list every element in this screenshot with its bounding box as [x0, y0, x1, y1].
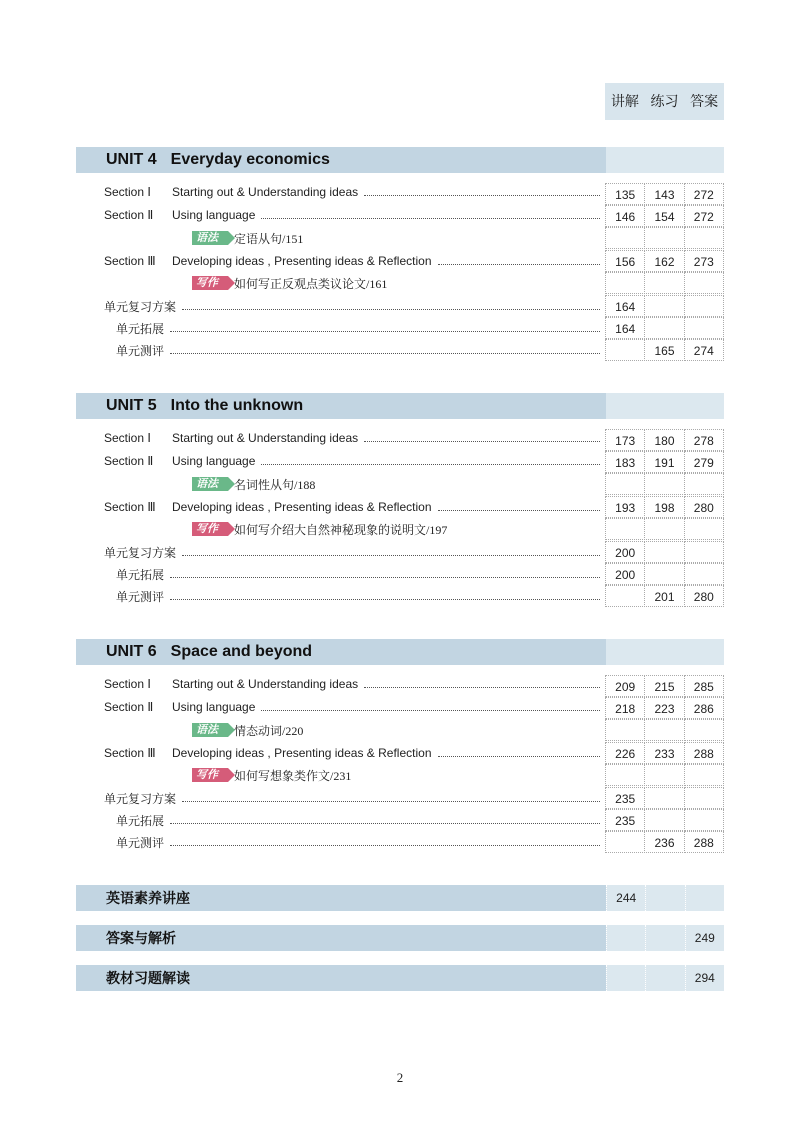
column-header — [605, 83, 724, 120]
page-explain: 200 — [605, 563, 645, 585]
unit-6-section-2-pages — [605, 697, 724, 719]
unit-title: Into the unknown — [170, 397, 304, 414]
page-practice — [645, 965, 684, 991]
section-label: Section Ⅲ — [104, 500, 156, 514]
page-answer: 288 — [684, 742, 724, 764]
column-practice: 练习 — [650, 93, 679, 109]
page-explain: 135 — [605, 183, 645, 205]
page-practice — [645, 925, 684, 951]
page-answer: 288 — [684, 831, 724, 853]
review-label: 单元复习方案 — [104, 299, 177, 314]
section-title: Developing ideas , Presenting ideas & Reflection — [172, 254, 432, 268]
page-practice: 201 — [644, 585, 684, 607]
page-explain: 164 — [605, 295, 645, 317]
review-label: 单元复习方案 — [104, 791, 177, 806]
page-explain: 156 — [605, 250, 645, 272]
section-label: Section Ⅰ — [104, 677, 151, 691]
page-practice: 180 — [644, 429, 684, 451]
grammar-tag: 语法 — [192, 231, 228, 245]
unit-4-header[interactable] — [76, 147, 724, 173]
unit-4-section-1-pages — [605, 183, 724, 205]
page-practice: 233 — [644, 742, 684, 764]
page-explain: 244 — [606, 885, 645, 911]
unit-4-section-3-pages — [605, 250, 724, 272]
unit-6-writing-cells — [605, 764, 724, 786]
test-label: 单元测评 — [116, 589, 165, 604]
expand-label: 单元拓展 — [116, 321, 165, 336]
writing-tag: 写作 — [192, 276, 228, 290]
unit-5-section-3-pages — [605, 496, 724, 518]
page-explain: 235 — [605, 787, 645, 809]
unit-6-expand[interactable] — [116, 810, 606, 830]
extra-textbook-exercises[interactable] — [76, 965, 724, 991]
page-answer: 286 — [684, 697, 724, 719]
unit-4-test-pages — [605, 339, 724, 361]
page-answer: 279 — [684, 451, 724, 473]
section-label: Section Ⅲ — [104, 746, 156, 760]
writing-topic: 如何写正反观点类议论文/161 — [234, 276, 388, 291]
unit-6-section-1-pages — [605, 675, 724, 697]
unit-title: Space and beyond — [170, 643, 313, 660]
unit-4-review-pages — [605, 295, 724, 317]
unit-5-expand[interactable] — [116, 564, 606, 584]
section-title: Starting out & Understanding ideas — [172, 677, 359, 691]
unit-number: UNIT 4 — [106, 151, 157, 168]
section-label: Section Ⅱ — [104, 454, 154, 468]
unit-6-header[interactable] — [76, 639, 724, 665]
page-practice: 162 — [644, 250, 684, 272]
unit-5-section-2[interactable] — [104, 451, 606, 471]
page-answer: 280 — [684, 585, 724, 607]
writing-topic: 如何写介绍大自然神秘现象的说明文/197 — [234, 522, 448, 537]
page-explain: 183 — [605, 451, 645, 473]
page-explain — [606, 925, 645, 951]
extra-lectures[interactable] — [76, 885, 724, 911]
page-explain: 235 — [605, 809, 645, 831]
section-label: Section Ⅲ — [104, 254, 156, 268]
unit-5-test-pages — [605, 585, 724, 607]
page-practice: 143 — [644, 183, 684, 205]
section-title: Using language — [172, 700, 256, 714]
page-answer: 273 — [684, 250, 724, 272]
page-answer: 274 — [684, 339, 724, 361]
unit-6-section-3-pages — [605, 742, 724, 764]
unit-6-section-3[interactable] — [104, 743, 606, 763]
extra-label: 教材习题解读 — [76, 965, 606, 991]
column-answers: 答案 — [690, 93, 719, 109]
unit-5-writing[interactable] — [104, 519, 606, 539]
unit-5-section-3[interactable] — [104, 497, 606, 517]
page-answer: 294 — [685, 965, 724, 991]
unit-4-section-2[interactable] — [104, 205, 606, 225]
unit-4-review[interactable] — [104, 296, 606, 316]
page-answer: 272 — [684, 205, 724, 227]
grammar-topic: 名词性从句/188 — [234, 477, 316, 492]
unit-4-test[interactable] — [116, 340, 606, 360]
unit-4-section-2-pages — [605, 205, 724, 227]
column-explain: 讲解 — [610, 93, 639, 109]
page-practice: 198 — [644, 496, 684, 518]
unit-6-section-1[interactable] — [104, 674, 606, 694]
section-label: Section Ⅱ — [104, 208, 154, 222]
writing-tag: 写作 — [192, 522, 228, 536]
test-label: 单元测评 — [116, 343, 165, 358]
page-answer: 280 — [684, 496, 724, 518]
unit-title: Everyday economics — [170, 151, 330, 168]
unit-4-section-3[interactable] — [104, 251, 606, 271]
page-practice: 191 — [644, 451, 684, 473]
unit-4-section-1[interactable] — [104, 182, 606, 202]
unit-4-writing[interactable] — [104, 273, 606, 293]
review-label: 单元复习方案 — [104, 545, 177, 560]
unit-6-test[interactable] — [116, 832, 606, 852]
section-title: Starting out & Understanding ideas — [172, 185, 359, 199]
page-answer: 278 — [684, 429, 724, 451]
writing-tag: 写作 — [192, 768, 228, 782]
section-label: Section Ⅱ — [104, 700, 154, 714]
unit-6-section-2[interactable] — [104, 697, 606, 717]
extra-label: 英语素养讲座 — [76, 885, 606, 911]
unit-5-expand-pages — [605, 563, 724, 585]
unit-5-section-1-pages — [605, 429, 724, 451]
page-practice: 215 — [644, 675, 684, 697]
grammar-tag: 语法 — [192, 723, 228, 737]
page-explain: 146 — [605, 205, 645, 227]
unit-5-grammar-cells — [605, 473, 724, 495]
unit-4-writing-cells — [605, 272, 724, 294]
unit-5-test[interactable] — [116, 586, 606, 606]
extra-label: 答案与解析 — [76, 925, 606, 951]
page-explain: 209 — [605, 675, 645, 697]
section-label: Section Ⅰ — [104, 185, 151, 199]
page-explain: 193 — [605, 496, 645, 518]
unit-5-review[interactable] — [104, 542, 606, 562]
page-explain: 164 — [605, 317, 645, 339]
section-title: Starting out & Understanding ideas — [172, 431, 359, 445]
page-number: 2 — [396, 1070, 404, 1085]
unit-5-grammar[interactable] — [104, 474, 606, 494]
extra-answers[interactable] — [76, 925, 724, 951]
writing-topic: 如何写想象类作文/231 — [234, 768, 352, 783]
unit-4-expand-pages — [605, 317, 724, 339]
page-explain — [606, 965, 645, 991]
unit-6-writing[interactable] — [104, 765, 606, 785]
unit-4-grammar[interactable] — [104, 228, 606, 248]
section-title: Using language — [172, 454, 256, 468]
unit-number: UNIT 6 — [106, 643, 157, 660]
page-explain: 173 — [605, 429, 645, 451]
unit-6-review[interactable] — [104, 788, 606, 808]
unit-4-grammar-cells — [605, 227, 724, 249]
page-practice: 154 — [644, 205, 684, 227]
unit-6-test-pages — [605, 831, 724, 853]
grammar-topic: 情态动词/220 — [234, 723, 304, 738]
grammar-tag: 语法 — [192, 477, 228, 491]
page-practice: 165 — [644, 339, 684, 361]
unit-5-writing-cells — [605, 518, 724, 540]
test-label: 单元测评 — [116, 835, 165, 850]
page-answer — [685, 885, 724, 911]
section-title: Developing ideas , Presenting ideas & Reflection — [172, 746, 432, 760]
page-answer: 272 — [684, 183, 724, 205]
unit-6-grammar-cells — [605, 719, 724, 741]
unit-number: UNIT 5 — [106, 397, 157, 414]
unit-5-section-2-pages — [605, 451, 724, 473]
grammar-topic: 定语从句/151 — [234, 231, 304, 246]
unit-5-review-pages — [605, 541, 724, 563]
page-explain: 226 — [605, 742, 645, 764]
expand-label: 单元拓展 — [116, 813, 165, 828]
page-explain: 218 — [605, 697, 645, 719]
unit-6-grammar[interactable] — [104, 720, 606, 740]
expand-label: 单元拓展 — [116, 567, 165, 582]
unit-5-section-1[interactable] — [104, 428, 606, 448]
section-title: Using language — [172, 208, 256, 222]
page-practice: 236 — [644, 831, 684, 853]
page-practice — [645, 885, 684, 911]
page-explain: 200 — [605, 541, 645, 563]
page-answer: 249 — [685, 925, 724, 951]
section-label: Section Ⅰ — [104, 431, 151, 445]
page-answer: 285 — [684, 675, 724, 697]
section-title: Developing ideas , Presenting ideas & Reflection — [172, 500, 432, 514]
unit-6-expand-pages — [605, 809, 724, 831]
unit-6-review-pages — [605, 787, 724, 809]
unit-4-expand[interactable] — [116, 318, 606, 338]
page-practice: 223 — [644, 697, 684, 719]
unit-5-header[interactable] — [76, 393, 724, 419]
